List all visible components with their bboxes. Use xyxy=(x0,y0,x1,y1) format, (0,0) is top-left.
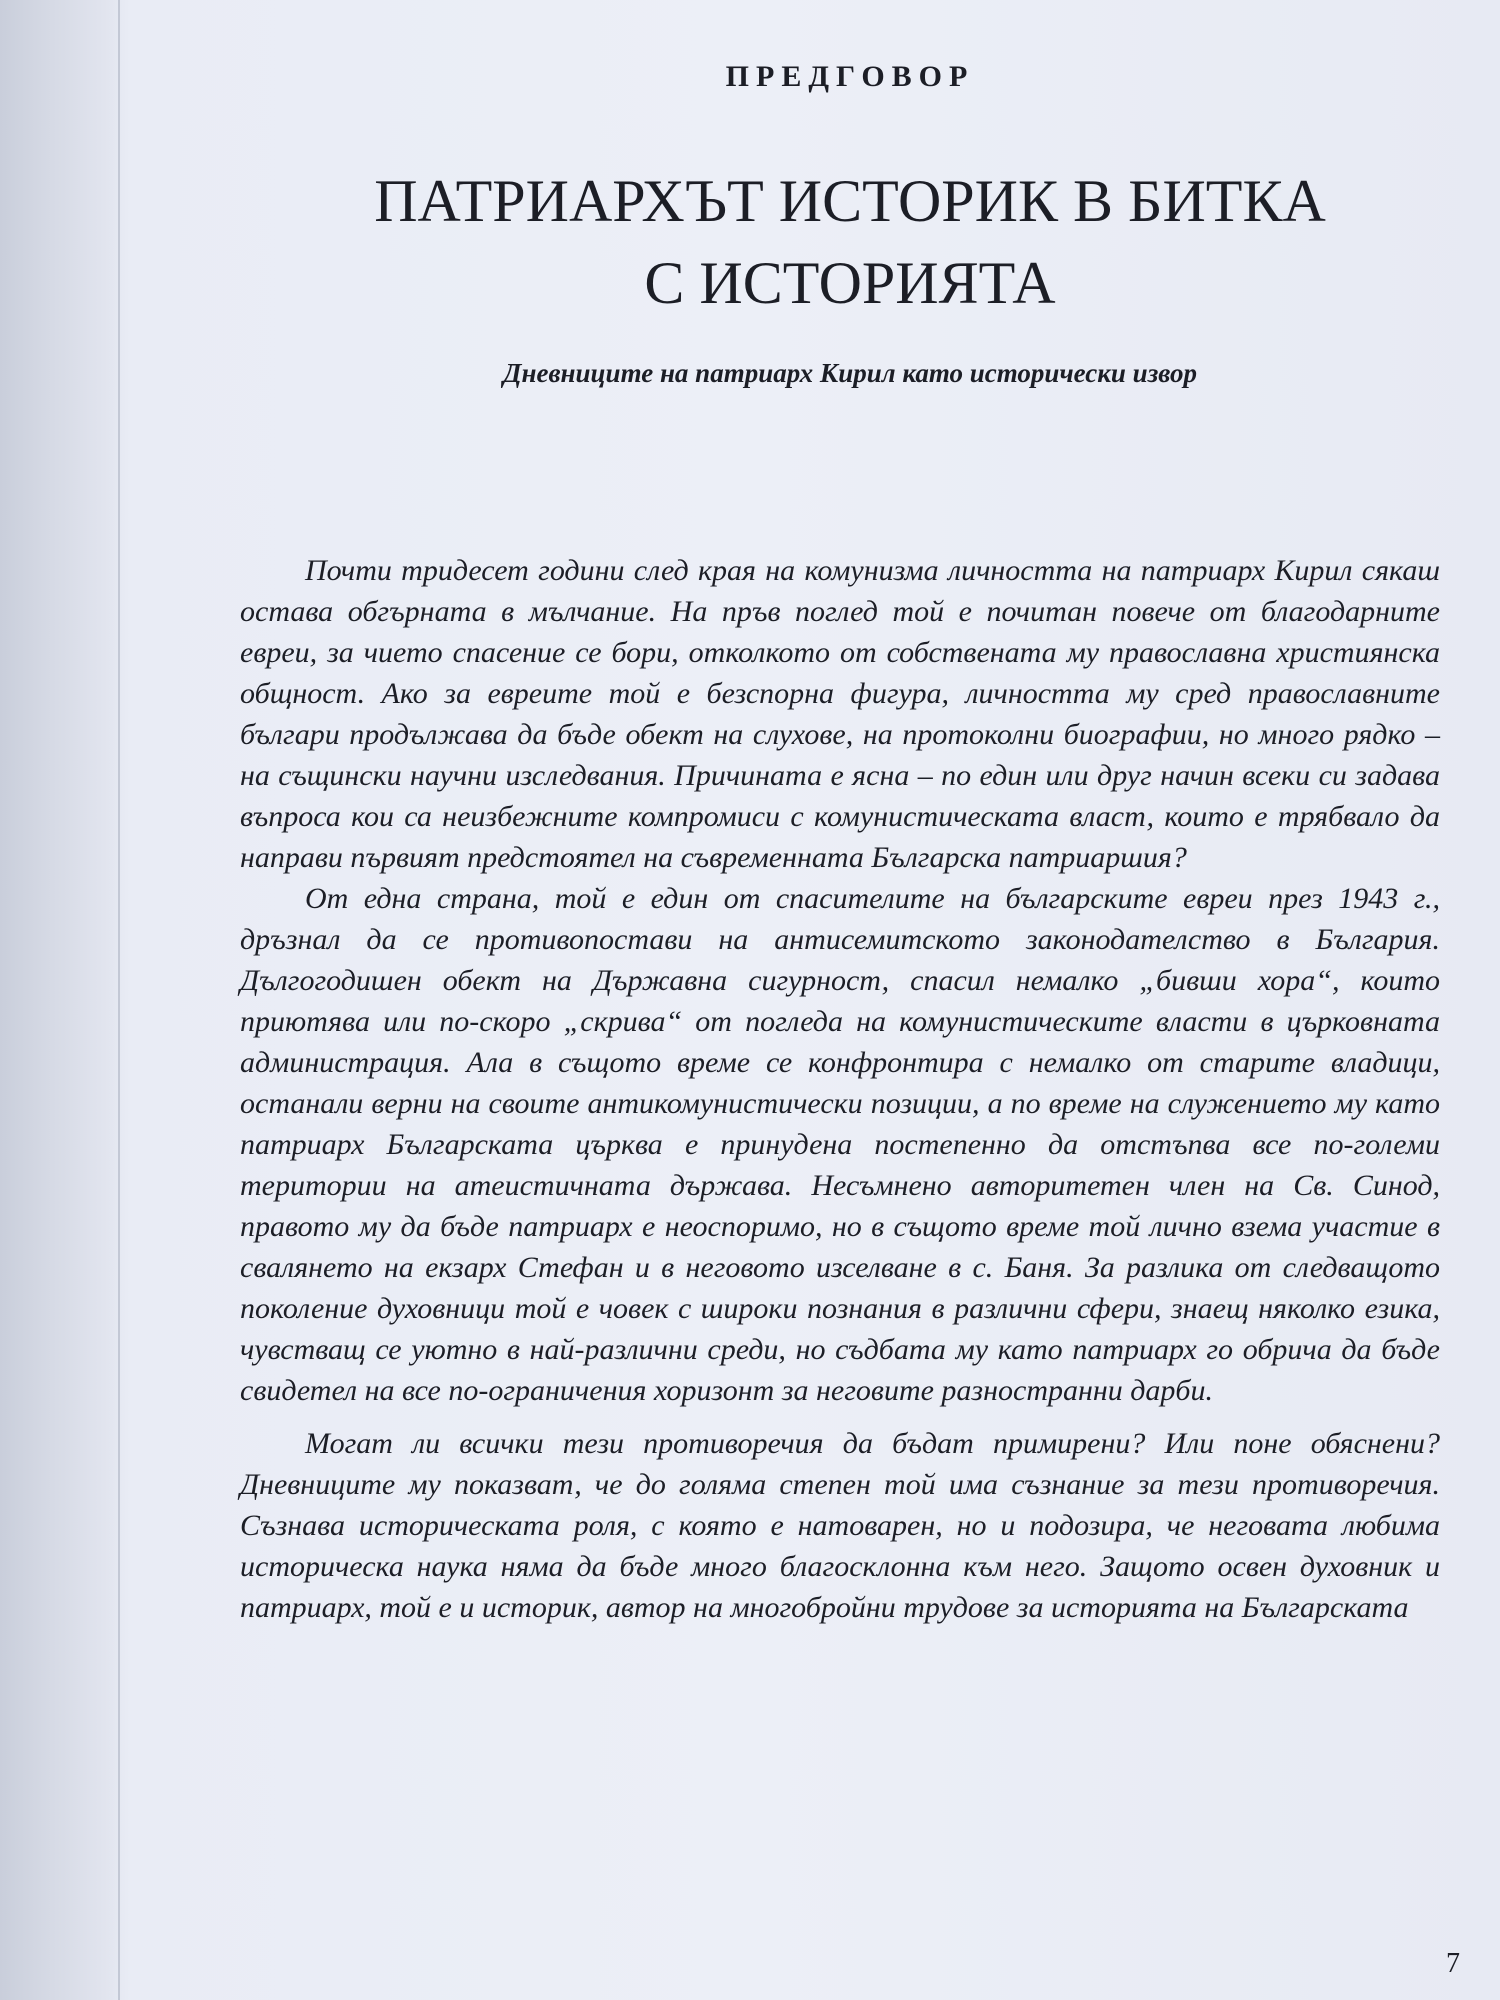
page-content xyxy=(240,60,1460,1970)
chapter-title xyxy=(240,160,1460,324)
chapter-subtitle: Дневниците на патриарх Кирил като исторически извор xyxy=(503,358,1197,388)
section-label: ПРЕДГОВОР xyxy=(725,60,975,93)
book-spine-edge xyxy=(118,0,120,2000)
paragraph-1: Почти тридесет години след края на комунизма личността на патриарх Кирил сякаш остава обгърната в мълчание. На пръв поглед той е почитан повече от благодарните евреи, за чието спасение се бори, отколкото от собствената му православна християнска общност. Ако за евреите той е безспорна фигура, личността му сред православните българи продължава да бъде обект на слухове, на протоколни биографии, но много рядко – на същински научни изследвания. Причината е ясна – по един или друг начин всеки си задава въпроса кои са неизбежните компромиси с комунистическата власт, които е трябвало да направи първият предстоятел на съвременната Българска патриаршия? xyxy=(240,554,1440,874)
chapter-title-line-1: ПАТРИАРХЪТ ИСТОРИК В БИТКА xyxy=(374,168,1326,234)
chapter-title-line-2: С ИСТОРИЯТА xyxy=(644,250,1056,316)
book-gutter-shadow xyxy=(0,0,130,2000)
body-text xyxy=(240,550,1440,1628)
page-number: 7 xyxy=(1446,1948,1460,1979)
paragraph-2: От една страна, той е един от спасителите на българските евреи през 1943 г., дръзнал да се противопостави на антисемитското законодателство в България. Дългогодишен обект на Държавна сигурност, спасил немалко „бивши хора“, които приютява или по-скоро „скрива“ от погледа на комунистическите власти в църковната администрация. Ала в същото време се конфронтира с немалко от старите владици, останали верни на своите антикомунистически позиции, а по време на служението му като патриарх Българската църква е принудена постепенно да отстъпва все по-големи територии на атеистичната държава. Несъмнено авторитетен член на Св. Синод, правото му да бъде патриарх е неоспоримо, но в същото време той лично взема участие в свалянето на екзарх Стефан и в неговото изселване в с. Баня. За разлика от следващото поколение духовници той е човек с широки познания в различни сфери, знаещ няколко езика, чувстващ се уютно в най-различни среди, но съдбата му като патриарх го обрича да бъде свидетел на все по-ограничения хоризонт за неговите разностранни дарби. xyxy=(240,882,1440,1407)
paragraph-3: Могат ли всички тези противоречия да бъдат примирени? Или поне обяснени? Дневниците му показват, че до голяма степен той има съзнание за тези противоречия. Съзнава историческата роля, с която е натоварен, но и подозира, че неговата любима историческа наука няма да бъде много благосклонна към него. Защото освен духовник и патриарх, той е и историк, автор на многобройни трудове за историята на Българската xyxy=(240,1427,1440,1624)
